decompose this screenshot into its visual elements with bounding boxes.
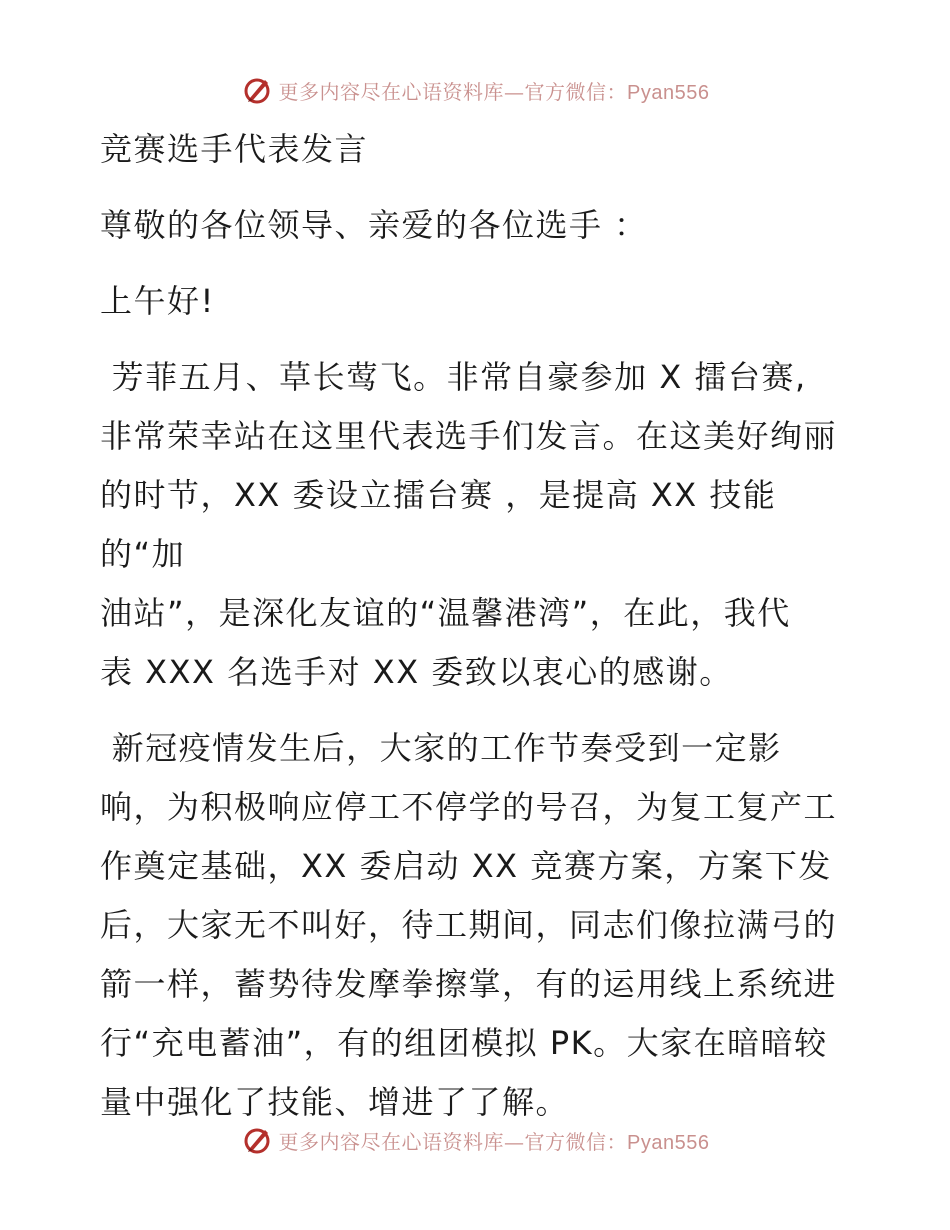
paragraph-line: 后，大家无不叫好，待工期间，同志们像拉满弓的 bbox=[100, 906, 838, 944]
salutation: 尊敬的各位领导、亲爱的各位选手 ： bbox=[100, 206, 648, 244]
paragraph-line: 新冠疫情发生后，大家的工作节奏受到一定影 bbox=[100, 729, 782, 767]
paragraph-line: 油站”，是深化友谊的“温馨港湾”，在此，我代 bbox=[100, 594, 791, 632]
paragraph-line: 的时节，XX 委设立擂台赛 ，是提高 XX 技能的“加 bbox=[100, 476, 777, 573]
watermark-wechat-id: Pyan556 bbox=[627, 81, 710, 104]
paragraph-line: 箭一样，蓄势待发摩拳擦掌，有的运用线上系统进 bbox=[100, 965, 838, 1003]
paragraph-1 bbox=[100, 348, 860, 702]
paragraph-line: 非常荣幸站在这里代表选手们发言。在这美好绚丽 bbox=[100, 417, 838, 455]
paragraph-line: 量中强化了技能、增进了了解。 bbox=[100, 1083, 570, 1121]
quill-logo-icon bbox=[241, 74, 273, 106]
watermark-wechat-id: Pyan556 bbox=[627, 1131, 710, 1154]
header-watermark bbox=[0, 70, 950, 110]
paragraph-line: 响，为积极响应停工不停学的号召，为复工复产工 bbox=[100, 788, 838, 826]
paragraph-line: 表 XXX 名选手对 XX 委致以衷心的感谢。 bbox=[100, 653, 733, 691]
paragraph-line: 芳菲五月、草长莺飞。非常自豪参加 X 擂台赛, bbox=[100, 358, 807, 396]
document-title: 竞赛选手代表发言 bbox=[100, 130, 369, 168]
watermark-label: 更多内容尽在心语资料库—官方微信： bbox=[278, 1129, 628, 1154]
footer-watermark bbox=[0, 1120, 950, 1160]
paragraph-2 bbox=[100, 719, 860, 1132]
paragraph-line: 行“充电蓄油”，有的组团模拟 PK。大家在暗暗较 bbox=[100, 1024, 828, 1062]
document-body bbox=[100, 120, 860, 1132]
paragraph-line: 作奠定基础，XX 委启动 XX 竞赛方案，方案下发 bbox=[100, 847, 832, 885]
quill-logo-icon bbox=[241, 1124, 273, 1156]
watermark-label: 更多内容尽在心语资料库—官方微信： bbox=[278, 79, 628, 104]
watermark-text bbox=[279, 1126, 710, 1155]
watermark-text bbox=[279, 76, 710, 105]
greeting: 上午好! bbox=[100, 282, 215, 320]
